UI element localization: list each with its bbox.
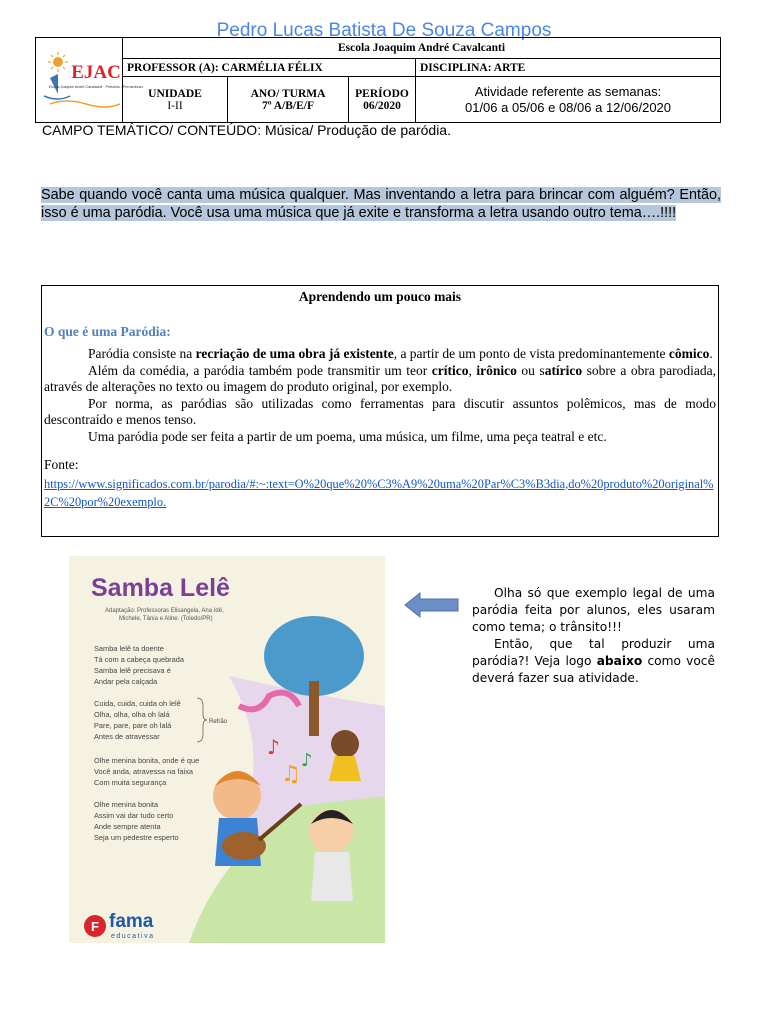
sun-icon xyxy=(53,57,63,67)
campo-tematico: CAMPO TEMÁTICO/ CONTEÚDO: Música/ Produção de paródia. xyxy=(42,122,451,138)
intro-paragraph xyxy=(41,186,721,222)
brand-name: fama xyxy=(109,911,154,932)
logo-caption: Escola Joaquim André Cavalcanti · Petrolina - Pernambuco xyxy=(48,85,144,89)
svg-text:Com muita segurança: Com muita segurança xyxy=(94,778,167,787)
professor-field: PROFESSOR (A): CARMÉLIA FÉLIX xyxy=(123,59,416,77)
logo-text: EJAC xyxy=(71,62,121,83)
svg-text:Olhe menina bonita, onde é que: Olhe menina bonita, onde é que xyxy=(94,756,200,765)
svg-text:Assim vai dar tudo certo: Assim vai dar tudo certo xyxy=(94,811,174,820)
svg-text:Tá com a cabeça quebrada: Tá com a cabeça quebrada xyxy=(94,655,184,664)
credit-line: Michele, Tânia e Aline. (Toledo/PR) xyxy=(119,616,213,622)
student-name: Pedro Lucas Batista De Souza Campos xyxy=(216,20,552,41)
periodo-field: PERÍODO 06/2020 xyxy=(349,77,416,123)
school-logo xyxy=(36,38,144,123)
refrain-label: Refrão xyxy=(209,719,228,725)
intro-text: Sabe quando você canta uma música qualquer. Mas inventando a letra para brincar com alguém? Então, isso é uma paródia. Você usa uma música que já exite e transforma a letra usando outro tema….!!!! xyxy=(41,187,721,221)
info-box xyxy=(41,285,719,537)
school-name: Escola Joaquim André Cavalcanti xyxy=(123,38,721,59)
svg-text:Olhe menina bonita: Olhe menina bonita xyxy=(94,800,159,809)
turma-field: ANO/ TURMA 7º A/B/E/F xyxy=(228,77,349,123)
illustration-title: Samba Lelê xyxy=(91,574,230,602)
left-arrow-icon xyxy=(404,591,460,619)
fonte-label: Fonte: xyxy=(44,457,79,472)
paragraph-4: Uma paródia pode ser feita a partir de um poema, uma música, um filme, uma peça teatral e etc. xyxy=(88,428,607,444)
svg-text:F: F xyxy=(91,919,99,934)
credit-line: Adaptação: Professoras Elisangela, Ana Idê, xyxy=(105,608,224,614)
svg-text:Samba lelê precisava é: Samba lelê precisava é xyxy=(94,666,171,675)
paragraph-3: Por norma, as paródias são utilizadas como ferramentas para discutir assuntos polêmicos, mas de modo descontraído e menos tenso. xyxy=(44,395,716,427)
paragraph-1: Paródia consiste na recriação de uma obra já existente, a partir de um ponto de vista predominantemente cômico. xyxy=(88,346,713,361)
music-note-icon: ♪ xyxy=(267,735,280,759)
svg-text:Ande sempre atenta: Ande sempre atenta xyxy=(94,822,161,831)
music-note-icon: ♫ xyxy=(281,762,301,787)
svg-text:Olha, olha, olha oh lalá: Olha, olha, olha oh lalá xyxy=(94,710,170,719)
box-title: Aprendendo um pouco mais xyxy=(298,289,462,304)
svg-text:Seja um pedestre esperto: Seja um pedestre esperto xyxy=(94,833,179,842)
guitar-icon xyxy=(222,832,266,860)
side-paragraph-2: Então, que tal produzir uma paródia?! Veja logo abaixo como você deverá fazer sua atividade. xyxy=(472,637,716,685)
side-paragraph-1: Olha só que exemplo legal de uma paródia feita por alunos, eles usaram como tema; o trânsito!!! xyxy=(472,586,715,634)
unidade-field: UNIDADE I-II xyxy=(123,77,228,123)
samba-lele-illustration xyxy=(69,556,385,943)
svg-text:Antes de atravessar: Antes de atravessar xyxy=(94,732,160,741)
disciplina-field: DISCIPLINA: ARTE xyxy=(416,59,721,77)
svg-text:Pare, pare, pare oh lalá: Pare, pare, pare oh lalá xyxy=(94,721,172,730)
svg-text:Samba lelê ta doente: Samba lelê ta doente xyxy=(94,644,164,653)
atividade-field: Atividade referente as semanas: 01/06 a 05/06 e 08/06 a 12/06/2020 xyxy=(416,77,721,123)
svg-text:Cuida, cuida, cuida oh lelê: Cuida, cuida, cuida oh lelê xyxy=(94,699,181,708)
girl-character-icon xyxy=(331,730,359,758)
header-table xyxy=(35,37,721,123)
paragraph-2: Além da comédia, a paródia também pode transmitir um teor crítico, irônico ou satírico sobre a obra parodiada, através de alterações no texto ou imagem do produto original, por exemplo. xyxy=(44,362,716,394)
fonte-link[interactable]: https://www.significados.com.br/parodia/#:~:text=O%20que%20%C3%A9%20uma%20Par%C3%B3dia,do%20produto%20original%2C%20por%20exemplo. xyxy=(44,477,714,509)
side-text xyxy=(472,585,715,687)
box-subtitle: O que é uma Paródia: xyxy=(44,324,171,339)
brand-sub: educativa xyxy=(111,933,155,940)
music-note-icon: ♪ xyxy=(301,750,313,771)
svg-text:Andar pela calçada: Andar pela calçada xyxy=(94,677,158,686)
svg-text:Você anda, atravessa na faixa: Você anda, atravessa na faixa xyxy=(94,767,194,776)
